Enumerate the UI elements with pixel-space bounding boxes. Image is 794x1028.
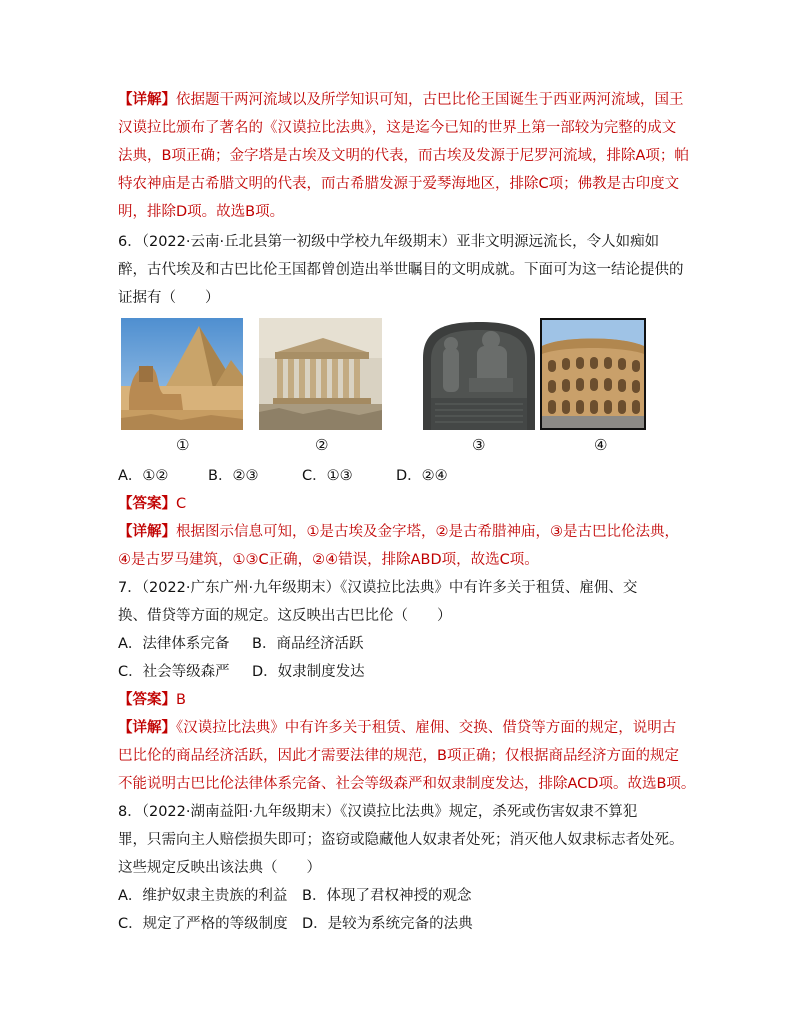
question-6-line: 证据有（ ） — [118, 290, 220, 306]
image-caption: ③ — [472, 436, 486, 454]
option-d: D．②④ — [396, 468, 448, 484]
question-7-line: 换、借贷等方面的规定。这反映出古巴比伦（ ） — [118, 608, 452, 624]
option-d: D．奴隶制度发达 — [252, 664, 365, 680]
detail-line: 法典，B项正确；金字塔是古埃及文明的代表，而古埃及发源于尼罗河流域，排除A项；帕 — [118, 148, 689, 164]
detail-tag: 【详解】 — [118, 720, 176, 736]
detail-line: 不能说明古巴比伦法律体系完备、社会等级森严和奴隶制度发达，排除ACD项。故选B项。 — [118, 776, 696, 792]
detail-tag: 【详解】 — [118, 524, 176, 540]
detail-text: 根据图示信息可知，①是古埃及金字塔，②是古希腊神庙，③是古巴比伦法典， — [176, 524, 679, 540]
option-c: C．①③ — [302, 468, 353, 484]
answer-line — [118, 690, 186, 710]
hammurabi-stele-image — [417, 318, 540, 430]
detail-line: ④是古罗马建筑，①③C正确，②④错误，排除ABD项，故选C项。 — [118, 552, 539, 568]
option-a: A．①② — [118, 468, 169, 484]
question-8-line: 罪，只需向主人赔偿损失即可；盗窃或隐藏他人奴隶者处死；消灭他人奴隶标志者处死。 — [118, 832, 684, 848]
parthenon-image — [259, 318, 382, 430]
option-a: A．维护奴隶主贵族的利益 — [118, 888, 288, 904]
question-7-line: 7．（2022·广东广州·九年级期末）《汉谟拉比法典》中有许多关于租赁、雇佣、交 — [118, 580, 638, 596]
option-b: B．体现了君权神授的观念 — [302, 888, 472, 904]
detail-tag: 【详解】 — [118, 92, 176, 108]
answer-line — [118, 494, 186, 514]
option-a: A．法律体系完备 — [118, 636, 230, 652]
detail-line: 汉谟拉比颁布了著名的《汉谟拉比法典》，这是迄今已知的世界上第一部较为完整的成文 — [118, 120, 677, 136]
question-8-line: 8．（2022·湖南益阳·九年级期末）《汉谟拉比法典》规定，杀死或伤害奴隶不算犯 — [118, 804, 638, 820]
answer-value: B — [176, 692, 186, 708]
image-caption: ② — [315, 436, 329, 454]
answer-tag: 【答案】 — [118, 692, 176, 708]
image-caption: ① — [176, 436, 190, 454]
pyramids-sphinx-image — [121, 318, 243, 430]
detail-text: 依据题干两河流域以及所学知识可知，古巴比伦王国诞生于西亚两河流域，国王 — [176, 92, 684, 108]
question-8-line: 这些规定反映出该法典（ ） — [118, 860, 321, 876]
option-b: B．商品经济活跃 — [252, 636, 364, 652]
detail-line — [118, 522, 679, 542]
answer-tag: 【答案】 — [118, 496, 176, 512]
option-c: C．规定了严格的等级制度 — [118, 916, 288, 932]
detail-line — [118, 90, 684, 110]
option-c: C．社会等级森严 — [118, 664, 230, 680]
option-d: D．是较为系统完备的法典 — [302, 916, 473, 932]
image-caption: ④ — [594, 436, 608, 454]
answer-value: C — [176, 496, 187, 512]
option-b: B．②③ — [208, 468, 259, 484]
question-6-line: 醉，古代埃及和古巴比伦王国都曾创造出举世瞩目的文明成就。下面可为这一结论提供的 — [118, 262, 684, 278]
question-6-line: 6．（2022·云南·丘北县第一初级中学校九年级期末）亚非文明源远流长，令人如痴如 — [118, 234, 660, 250]
detail-line: 明，排除D项。故选B项。 — [118, 204, 285, 220]
detail-text: 《汉谟拉比法典》中有许多关于租赁、雇佣、交换、借贷等方面的规定，说明古 — [176, 720, 677, 736]
detail-line: 特农神庙是古希腊文明的代表，而古希腊发源于爱琴海地区，排除C项；佛教是古印度文 — [118, 176, 680, 192]
colosseum-image — [540, 318, 646, 430]
detail-line — [118, 718, 676, 738]
detail-line: 巴比伦的商品经济活跃，因此才需要法律的规范，B项正确；仅根据商品经济方面的规定 — [118, 748, 679, 764]
